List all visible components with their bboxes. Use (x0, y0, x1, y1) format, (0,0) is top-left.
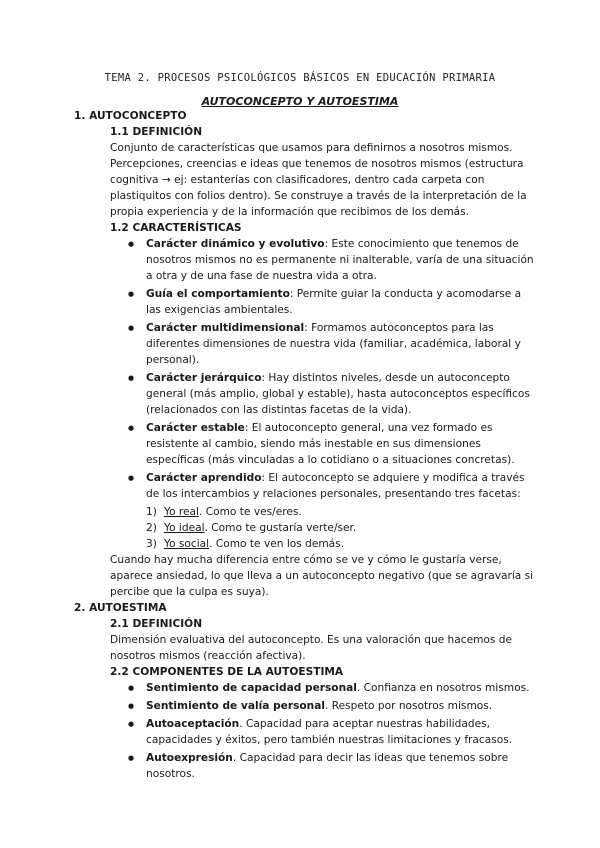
section-1-title: 1. AUTOCONCEPTO (74, 110, 187, 122)
section-1-closing: Cuando hay mucha diferencia entre cómo se ve y cómo le gustaría verse, aparece ansiedad, lo que lleva a un autoconcepto negativo (que se agravaría si percibe que la culpa es suya). (110, 554, 534, 598)
item-text: . Capacidad para decir las ideas que tenemos sobre nosotros. (146, 752, 509, 780)
item-term: Carácter dinámico y evolutivo (146, 238, 325, 250)
item-term: Autoaceptación (146, 718, 240, 730)
section-2-1-text: Dimensión evaluativa del autoconcepto. Es una valoración que hacemos de nosotros mismos (reacción afectiva). (110, 634, 513, 662)
document-subtitle: AUTOCONCEPTO Y AUTOESTIMA (201, 95, 399, 108)
facet-term: Yo social (164, 538, 210, 550)
facet-number: 2) (146, 522, 157, 534)
item-term: Carácter jerárquico (146, 372, 262, 384)
list-item (146, 320, 534, 368)
item-text: . Capacidad para aceptar nuestras habilidades, capacidades y éxitos, pero también nuestras limitaciones y fracasos. (146, 718, 513, 746)
list-item (146, 470, 534, 502)
list-item (146, 236, 534, 284)
item-text: : El autoconcepto general, una vez formado es resistente al cambio, siendo más inestable en sus dimensiones específicas (más vinculadas a lo cotidiano o a situaciones concretas). (146, 422, 515, 466)
characteristics-list (74, 236, 534, 502)
item-text: . Confianza en nosotros mismos. (356, 682, 530, 694)
facet-term: Yo ideal (164, 522, 205, 534)
document-header: TEMA 2. PROCESOS PSICOLÓGICOS BÁSICOS EN EDUCACIÓN PRIMARIA (104, 72, 496, 84)
facet-item (146, 520, 534, 536)
facet-item (146, 536, 534, 552)
item-text: : Permite guiar la conducta y acomodarse a las exigencias ambientales. (146, 288, 522, 316)
item-text: : Formamos autoconceptos para las diferentes dimensiones de nuestra vida (familiar, académica, laboral y personal). (146, 322, 521, 366)
list-item (146, 716, 534, 748)
document-body (74, 108, 534, 784)
item-text: : El autoconcepto se adquiere y modifica a través de los intercambios y relaciones personales, presentando tres facetas: (146, 472, 525, 500)
facet-item (146, 504, 534, 520)
section-2-2-title: 2.2 COMPONENTES DE LA AUTOESTIMA (110, 666, 344, 678)
list-item (146, 370, 534, 418)
item-term: Guía el comportamiento (146, 288, 290, 300)
facet-text: . Como te gustaría verte/ser. (204, 522, 357, 534)
item-text: : Este conocimiento que tenemos de nosotros mismos no es permanente ni inalterable, varía de una situación a otra y de una fase de nuestra vida a otra. (146, 238, 534, 282)
facet-text: . Como te ves/eres. (199, 506, 302, 518)
section-1-1-text: Conjunto de características que usamos para definirnos a nosotros mismos. Percepciones, creencias e ideas que tenemos de nosotros mismos (estructura cognitiva → ej: estanterías con clasificadores, dentro cada carpeta con plastiquitos con folios dentro). Se construye a través de la interpretación de la propia experiencia y de la información que recibimos de los demás. (110, 142, 527, 218)
facet-text: . Como te ven los demás. (209, 538, 345, 550)
list-item (146, 680, 534, 696)
item-term: Carácter estable (146, 422, 245, 434)
list-item (146, 750, 534, 782)
item-term: Carácter aprendido (146, 472, 262, 484)
item-text: : Hay distintos niveles, desde un autoconcepto general (más amplio, global y estable), hasta autoconceptos específicos (relacionados con las distintas facetas de la vida). (146, 372, 530, 416)
item-term: Sentimiento de capacidad personal (146, 682, 357, 694)
item-term: Autoexpresión (146, 752, 233, 764)
section-2-1-title: 2.1 DEFINICIÓN (110, 618, 203, 630)
item-term: Sentimiento de valía personal (146, 700, 325, 712)
item-text: . Respeto por nosotros mismos. (325, 700, 493, 712)
facet-number: 1) (146, 506, 157, 518)
facet-number: 3) (146, 538, 157, 550)
facet-term: Yo real (164, 506, 199, 518)
section-2-title: 2. AUTOESTIMA (74, 602, 167, 614)
list-item (146, 698, 534, 714)
section-1-1-title: 1.1 DEFINICIÓN (110, 126, 203, 138)
list-item (146, 286, 534, 318)
facets-list (74, 504, 534, 552)
item-term: Carácter multidimensional (146, 322, 305, 334)
section-1-2-title: 1.2 CARACTERÍSTICAS (110, 222, 242, 234)
list-item (146, 420, 534, 468)
components-list (74, 680, 534, 782)
